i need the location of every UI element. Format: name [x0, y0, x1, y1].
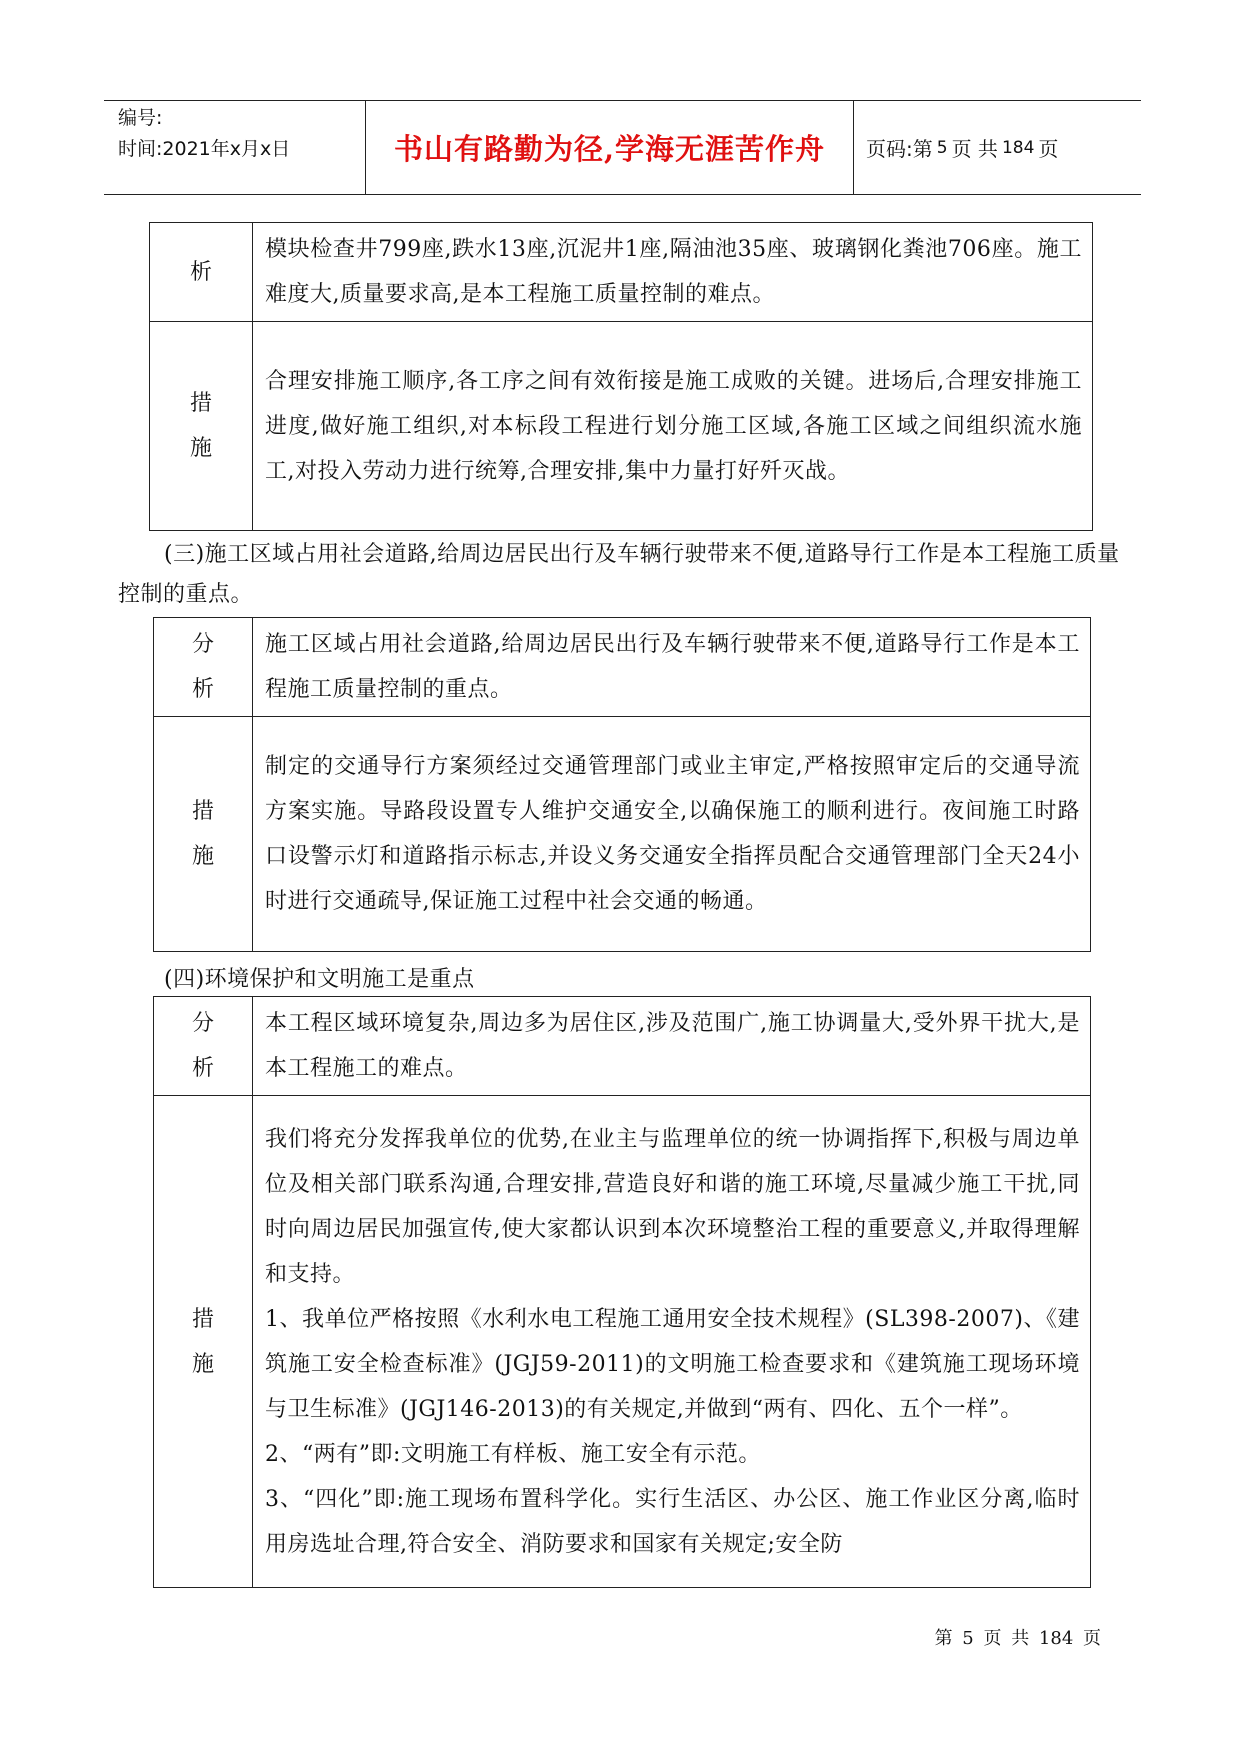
table-row [154, 717, 1091, 952]
page-suffix: 页 [1038, 137, 1059, 161]
label-char: 措 [191, 799, 214, 824]
document-time-label: 时间:2021年x月x日 [118, 138, 291, 160]
header-motto: 书山有路勤为径,学海无涯苦作舟 [366, 101, 854, 194]
label-char: 析 [191, 1056, 214, 1081]
label-char: 措 [191, 1306, 214, 1332]
measure-paragraph: 我们将充分发挥我单位的优势,在业主与监理单位的统一协调指挥下,积极与周边单位及相关部门联系沟通,合理安排,营造良好和谐的施工环境,尽量减少施工干扰,同时向周边居民加强宣传,使大家都认识到本次环境整治工程的重要意义,并取得理解和支持。 [265, 1126, 1080, 1287]
row-text: 合理安排施工顺序,各工序之间有效衔接是施工成败的关键。进场后,合理安排施工进度,做好施工组织,对本标段工程进行划分施工区域,各施工区域之间组织流水施工,对投入劳动力进行统筹,合理安排,集中力量打好歼灭战。 [253, 322, 1093, 531]
page-prefix: 页码:第 [866, 137, 933, 161]
row-text: 施工区域占用社会道路,给周边居民出行及车辆行驶带来不便,道路导行工作是本工程施工质量控制的重点。 [253, 618, 1091, 717]
label-char: 分 [191, 632, 214, 657]
analysis-table-2 [153, 617, 1091, 952]
measure-paragraph: 3、“四化”即:施工现场布置科学化。实行生活区、办公区、施工作业区分离,临时用房选址合理,符合安全、消防要求和国家有关规定;安全防 [265, 1486, 1080, 1557]
page-number: 5 [936, 137, 948, 158]
row-label [150, 322, 253, 531]
measure-paragraph: 2、“两有”即:文明施工有样板、施工安全有示范。 [265, 1441, 761, 1467]
page-footer: 第 5 页 共 184 页 [934, 1628, 1101, 1649]
label-char: 措 [189, 391, 212, 416]
section-three-heading: (三)施工区域占用社会道路,给周边居民出行及车辆行驶带来不便,道路导行工作是本工程施工质量控制的重点。 [118, 542, 1120, 607]
label-char: 施 [191, 844, 214, 869]
row-label [154, 1096, 253, 1588]
row-text: 模块检查井799座,跌水13座,沉泥井1座,隔油池35座、玻璃钢化粪池706座。施工难度大,质量要求高,是本工程施工质量控制的难点。 [253, 223, 1093, 322]
table-row [154, 618, 1091, 717]
row-text: 制定的交通导行方案须经过交通管理部门或业主审定,严格按照审定后的交通导流方案实施。导路段设置专人维护交通安全,以确保施工的顺利进行。夜间施工时路口设警示灯和道路指示标志,并设义务交通安全指挥员配合交通管理部门全天24小时进行交通疏导,保证施工过程中社会交通的畅通。 [253, 717, 1091, 952]
label-char: 分 [191, 1011, 214, 1036]
table-row [150, 223, 1093, 322]
analysis-table-3 [153, 996, 1091, 1588]
label-char: 施 [191, 1351, 214, 1377]
table-row [154, 1096, 1091, 1588]
document-number-label: 编号: [118, 107, 163, 129]
header-meta [104, 101, 366, 194]
page-total: 184 [1001, 137, 1035, 158]
row-label [150, 223, 253, 322]
row-label [154, 717, 253, 952]
table-row [154, 997, 1091, 1096]
row-label [154, 618, 253, 717]
row-text: 本工程区域环境复杂,周边多为居住区,涉及范围广,施工协调量大,受外界干扰大,是本工程施工的难点。 [253, 997, 1091, 1096]
page-mid: 页 共 [951, 137, 998, 161]
header-page-info [854, 101, 1141, 194]
analysis-table-1 [149, 222, 1093, 531]
section-four-heading: (四)环境保护和文明施工是重点 [164, 967, 475, 992]
measure-paragraph: 1、我单位严格按照《水利水电工程施工通用安全技术规程》(SL398-2007)、《建筑施工安全检查标准》(JGJ59-2011)的文明施工检查要求和《建筑施工现场环境与卫生标准》(JGJ146-2013)的有关规定,并做到“两有、四化、五个一样”。 [265, 1306, 1080, 1422]
label-char: 施 [189, 436, 212, 461]
row-label [154, 997, 253, 1096]
row-text [253, 1096, 1091, 1588]
label-char: 析 [189, 259, 212, 285]
table-row [150, 322, 1093, 531]
label-char: 析 [191, 677, 214, 702]
page-header [104, 100, 1141, 195]
